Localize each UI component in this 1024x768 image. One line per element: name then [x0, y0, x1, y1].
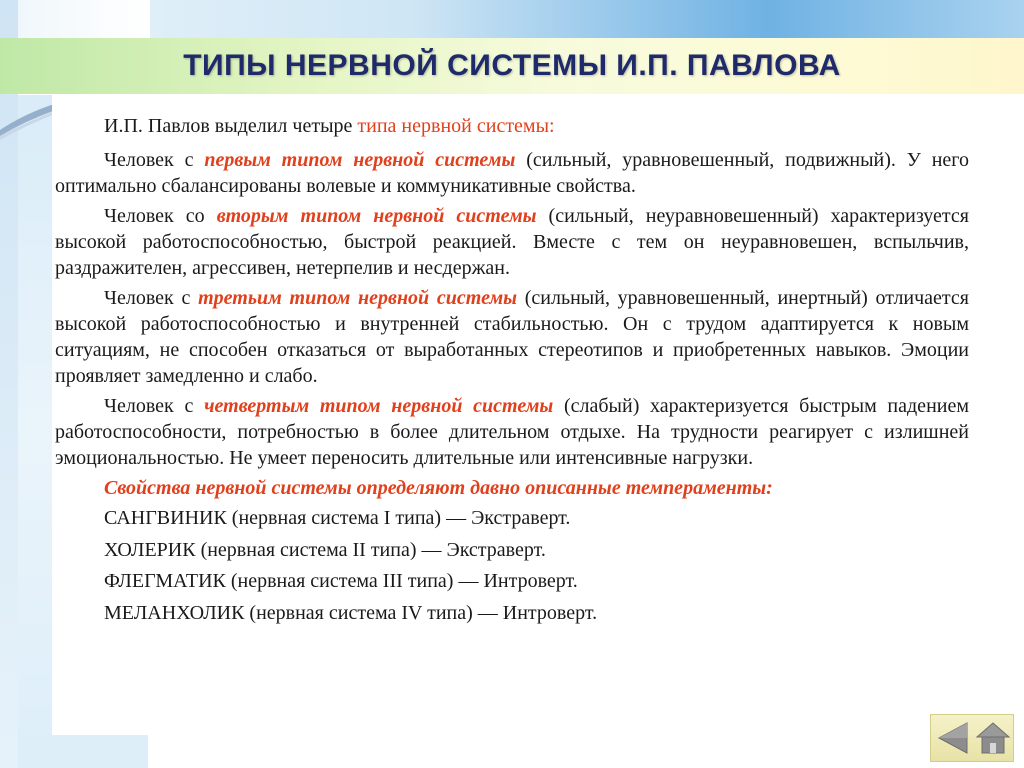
paragraph-highlight: вторым типом нервной системы: [216, 205, 537, 227]
paragraph-highlight: третьим типом нервной системы: [198, 287, 518, 309]
header-background: [0, 0, 1024, 40]
paragraph-post: (сильный, неуравновешенный) характеризуется высокой работоспособностью, быстрой реакцией. Вместе с тем он неуравновешен, вспыльчив, раздражителен, агрессивен, нетерпелив и несдержан.: [55, 205, 969, 279]
paragraph-highlight: четвертым типом нервной системы: [204, 395, 554, 417]
paragraph-type-1: [55, 147, 969, 199]
intro-text: И.П. Павлов выделил четыре: [104, 115, 358, 137]
paragraph-pre: Человек с: [104, 149, 205, 171]
home-icon: [973, 715, 1013, 761]
slide-title: ТИПЫ НЕРВНОЙ СИСТЕМЫ И.П. ПАВЛОВА: [183, 49, 841, 82]
temperament-choleric: ХОЛЕРИК (нервная система II типа) — Экстраверт.: [104, 538, 546, 561]
back-arrow-icon: [933, 715, 973, 761]
paragraph-pre: Человек со: [104, 205, 217, 227]
navigation-box: [930, 714, 1014, 762]
paragraph-pre: Человек с: [104, 287, 199, 309]
temperament-melancholic: МЕЛАНХОЛИК (нервная система IV типа) — Интроверт.: [104, 601, 598, 624]
back-button[interactable]: [933, 715, 973, 761]
header-left-fade: [0, 0, 150, 40]
paragraph-type-4: [55, 393, 969, 471]
intro-paragraph: [55, 113, 969, 139]
home-button[interactable]: [973, 715, 1013, 761]
intro-highlight: типа нервной системы:: [357, 115, 555, 137]
temperament-phlegmatic: ФЛЕГМАТИК (нервная система III типа) — Интроверт.: [104, 570, 578, 592]
paragraph-post: (слабый) характеризуется быстрым падением работоспособности, потребностью в более длительном отдыхе. На трудности реагирует с излишней эмоциональностью. Не умеет переносить длительные или интенсивные нагрузки.: [55, 395, 970, 469]
paragraph-post: (сильный, уравновешенный, подвижный). У него оптимально сбалансированы волевые и коммуникативные свойства.: [55, 149, 970, 197]
paragraph-highlight: первым типом нервной системы: [204, 149, 516, 171]
summary-line: Свойства нервной системы определяют давно описанные темпераменты:: [104, 477, 773, 499]
slide-body: [55, 113, 969, 629]
paragraph-type-2: [55, 203, 969, 281]
temperament-sanguine: САНГВИНИК (нервная система I типа) — Экстраверт.: [104, 507, 571, 529]
paragraph-pre: Человек с: [104, 395, 205, 417]
paragraph-post: (сильный, уравновешенный, инертный) отличается высокой работоспособностью и внутренней стабильностью. Он с трудом адаптируется к новым ситуациям, не способен отказаться от выработанных стереотипов и приобретенных навыков. Эмоции проявляет замедленно и слабо.: [55, 287, 969, 387]
paragraph-type-3: [55, 285, 969, 389]
